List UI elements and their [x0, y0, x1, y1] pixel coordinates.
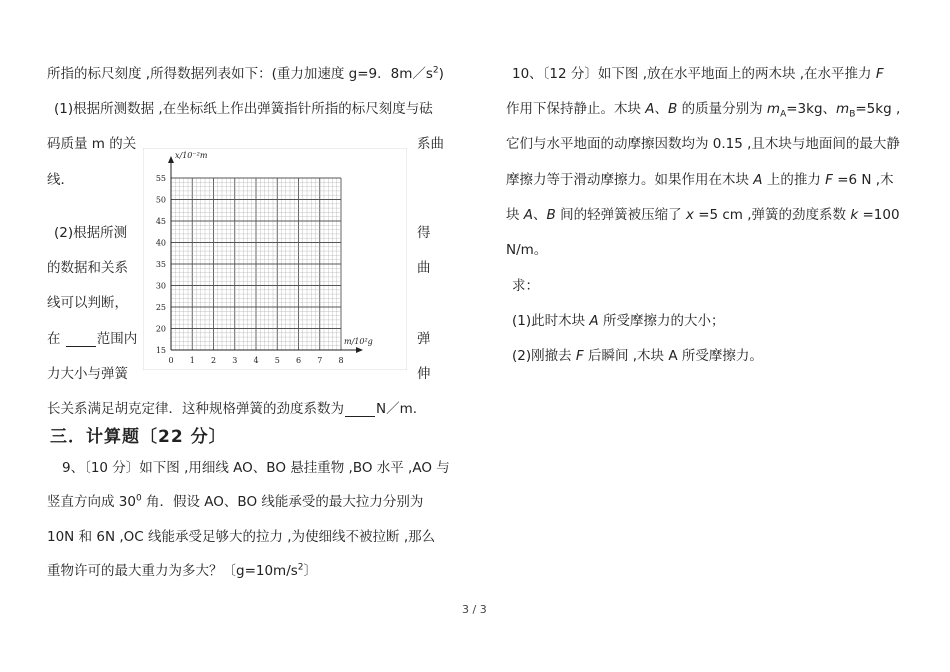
q10-sub1: (1)此时木块 A 所受摩擦力的大小；: [512, 313, 725, 329]
x-tick-label: 8: [338, 356, 344, 365]
graph-paper-chart: [143, 148, 407, 370]
x-tick-label: 7: [317, 356, 323, 365]
section-3-title: 三．计算题〔22 分〕: [50, 427, 227, 447]
x-tick-label: 1: [189, 356, 195, 365]
q8-part1-line3: 线．: [47, 172, 74, 188]
y-tick-label: 25: [155, 303, 166, 312]
y-tick-label: 55: [155, 174, 166, 183]
q8-part2-line5-left: 力大小与弹簧: [47, 366, 128, 382]
q8-part2-line6: 长关系满足胡克定律．这种规格弹簧的劲度系数为 N／m.: [47, 401, 418, 417]
q8-part2-line4-right: 弹: [417, 331, 431, 347]
q10-line6: N/m。: [506, 242, 548, 258]
y-tick-label: 35: [155, 260, 166, 269]
q8-part2-line3: 线可以判断，: [47, 295, 128, 311]
q8-part2-line5-right: 伸: [417, 366, 431, 382]
q10-line3: 它们与水平地面的动摩擦因数均为 0.15 ,且木块与地面间的最大静: [506, 136, 900, 152]
q9-line2: 竖直方向成 $30^0$ 角．假设 AO、BO 线能承受的最大拉力分别为: [47, 493, 424, 510]
answer-blank-range[interactable]: [66, 332, 96, 347]
q10-line4: 摩擦力等于滑动摩擦力。如果作用在木块 A 上的推力 F =6 N ,木: [506, 172, 894, 188]
q8-part2-line2-left: 的数据和关系: [47, 260, 128, 276]
q9-line4: 重物许可的最大重力为多大？〔$g=10m/s^2$〕: [47, 562, 318, 579]
answer-blank-stiffness[interactable]: [345, 402, 375, 417]
q8-line-intro: 所指的标尺刻度 ,所得数据列表如下：(重力加速度 g=9．$8m/s^2$): [47, 65, 444, 82]
y-tick-label: 15: [155, 346, 166, 355]
x-tick-label: 2: [210, 356, 217, 365]
y-tick-label: 40: [155, 238, 166, 248]
q10-sub2: (2)刚撤去 F 后瞬间 ,木块 A 所受摩擦力。: [512, 348, 763, 364]
x-tick-label: 0: [168, 356, 174, 365]
x-tick-label: 5: [274, 356, 280, 365]
q8-part1-line1: (1)根据所测数据 ,在坐标纸上作出弹簧指针所指的标尺刻度与砝: [54, 101, 433, 117]
q9-line3: 10N 和 6N ,OC 线能承受足够大的拉力 ,为使细线不被拉断 ,那么: [47, 529, 436, 545]
y-tick-label: 50: [155, 195, 166, 205]
y-tick-label: 20: [155, 324, 166, 334]
page-number: 3 / 3: [462, 603, 487, 616]
x-tick-label: 4: [253, 356, 259, 365]
y-axis-label: x/10⁻²m: [175, 151, 208, 160]
x-axis-label: m/10²g: [344, 337, 373, 346]
q10-line5: 块 A、B 间的轻弹簧被压缩了 x =5 cm ,弹簧的劲度系数 k =100: [506, 207, 900, 223]
q9-line1: 9、〔10 分〕如下图 ,用细线 AO、BO 悬挂重物 ,BO 水平 ,AO 与: [62, 460, 450, 476]
q10-ask: 求：: [512, 278, 539, 294]
q8-part2-line2-right: 曲: [417, 260, 431, 276]
y-tick-label: 45: [155, 217, 166, 226]
q8-part2-line4-left: 在 范围内: [47, 331, 138, 347]
q8-part2-line1-right: 得: [417, 225, 431, 241]
q10-line1: 10、〔12 分〕如下图 ,放在水平地面上的两木块 ,在水平推力 F: [512, 66, 884, 82]
q10-line2: 作用下保持静止。木块 A、B 的质量分别为 $m_A=3kg$、$m_B=5kg$ ,: [506, 101, 901, 120]
q8-part1-line2-right: 系曲: [417, 136, 444, 152]
q8-part1-line2-left: 码质量 m 的关: [47, 136, 137, 152]
y-tick-label: 30: [155, 281, 166, 291]
x-tick-label: 6: [295, 356, 302, 365]
q8-part2-line1-left: (2)根据所测: [54, 225, 128, 241]
x-tick-label: 3: [232, 356, 238, 365]
